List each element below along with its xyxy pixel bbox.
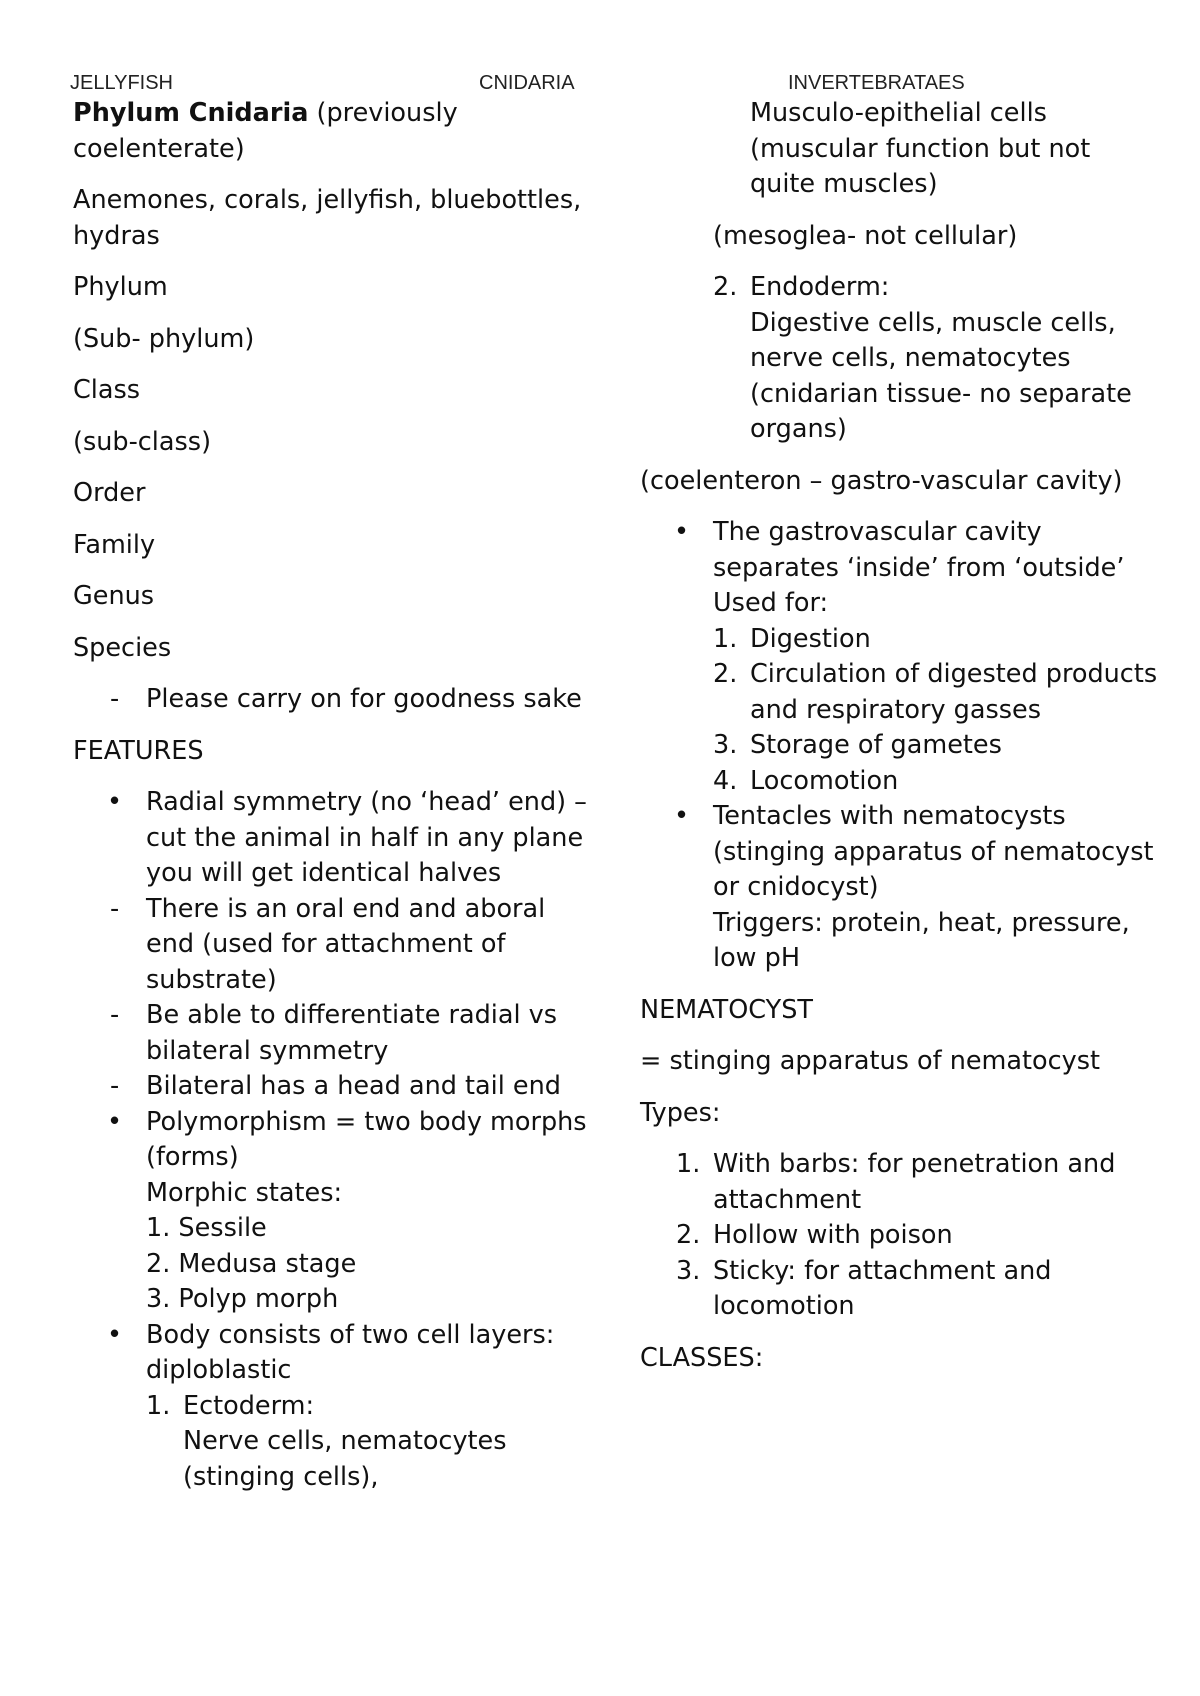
bullet-marker: •: [674, 801, 690, 831]
feature-dash-bilateral: [73, 1069, 593, 1105]
bullet-marker: •: [674, 517, 690, 547]
type-number: 1.: [676, 1149, 701, 1179]
use-text: Storage of gametes: [750, 730, 1002, 760]
header-center: CNIDARIA: [479, 72, 575, 94]
feature-dash-differentiate-text: Be able to differentiate radial vs bilateral symmetry: [146, 1000, 558, 1066]
morphic-states-label: Morphic states:: [146, 1177, 343, 1208]
feature-dash-oral-text: There is an oral end and aboral end (used for attachment of substrate): [146, 893, 546, 995]
tentacles-item: [640, 799, 1160, 977]
bullet-marker: •: [107, 787, 123, 817]
bullet-marker: •: [107, 1106, 123, 1137]
musculo-text: Musculo-epithelial cells (muscular function but not quite muscles): [750, 98, 1091, 199]
gastro-item: [640, 515, 1160, 799]
features-list: [73, 785, 593, 1495]
endoderm-item: [640, 270, 1160, 448]
endoderm-note: (cnidarian tissue- no separate organs): [750, 378, 1132, 444]
use-item: [713, 657, 1160, 728]
phylum-title-bold: Phylum Cnidaria: [73, 98, 309, 128]
feature-body: [73, 1318, 593, 1496]
dash-marker: -: [110, 1071, 120, 1101]
endoderm-text: Digestive cells, muscle cells, nerve cells, nematocytes: [750, 307, 1116, 373]
right-column: [640, 96, 1160, 1392]
feature-radial-text: Radial symmetry (no ‘head’ end) – cut the animal in half in any plane you will get identical halves: [146, 787, 587, 888]
type-number: 3.: [676, 1255, 701, 1286]
nematocyst-definition: = stinging apparatus of nematocyst: [640, 1046, 1101, 1076]
examples-text: Anemones, corals, jellyfish, bluebottles, hydras: [73, 185, 582, 251]
type-item: [640, 1254, 1160, 1325]
ectoderm-title: Ectoderm:: [183, 1390, 315, 1421]
feature-polymorphism: [73, 1105, 593, 1318]
feature-dash-oral: [73, 892, 593, 999]
type-number: 2.: [676, 1220, 701, 1250]
left-column: [73, 96, 593, 1495]
type-text: Hollow with poison: [713, 1220, 953, 1250]
taxonomy-class: Class: [73, 375, 141, 405]
note-item: [73, 682, 593, 718]
taxonomy-species: Species: [73, 632, 172, 663]
type-item: [640, 1147, 1160, 1218]
triggers-text: Triggers: protein, heat, pressure, low pH: [713, 907, 1130, 973]
use-text: Locomotion: [750, 765, 899, 796]
nematocyst-heading: NEMATOCYST: [640, 994, 813, 1025]
endoderm-title: Endoderm:: [750, 272, 890, 302]
taxonomy-phylum: Phylum: [73, 272, 168, 302]
feature-body-text: Body consists of two cell layers: diploblastic: [146, 1319, 555, 1385]
dash-marker: -: [110, 893, 120, 924]
taxonomy-genus: Genus: [73, 581, 155, 611]
dash-marker: -: [110, 684, 120, 714]
morph-medusa: 2. Medusa stage: [146, 1248, 357, 1279]
endoderm-number: 2.: [713, 272, 738, 302]
taxonomy-order: Order: [73, 478, 146, 508]
taxonomy-subphylum: (Sub- phylum): [73, 323, 255, 354]
taxonomy-family: Family: [73, 529, 156, 560]
use-number: 3.: [713, 730, 738, 760]
phylum-title: [73, 96, 593, 167]
feature-dash-bilateral-text: Bilateral has a head and tail end: [146, 1071, 561, 1101]
tentacles-text: Tentacles with nematocysts (stinging apparatus of nematocyst or cnidocyst): [713, 801, 1154, 902]
used-for-label: Used for:: [713, 588, 829, 618]
type-text: Sticky: for attachment and locomotion: [713, 1255, 1052, 1321]
use-item: [713, 764, 1160, 800]
use-text: Circulation of digested products and respiratory gasses: [750, 659, 1158, 725]
dash-marker: -: [110, 1000, 120, 1030]
coelenteron-text: (coelenteron – gastro-vascular cavity): [640, 465, 1123, 496]
phylum-title-rest: (previously coelenterate): [73, 98, 458, 164]
use-item: [713, 622, 1160, 658]
morph-polyp: 3. Polyp morph: [146, 1284, 339, 1314]
morph-sessile: 1. Sessile: [146, 1213, 267, 1243]
feature-polymorphism-text: Polymorphism = two body morphs (forms): [146, 1106, 587, 1172]
feature-dash-differentiate: [73, 998, 593, 1069]
ectoderm-text: Nerve cells, nematocytes (stinging cells),: [183, 1426, 507, 1492]
note-text: Please carry on for goodness sake: [146, 684, 582, 714]
header-right: INVERTEBRATAES: [788, 72, 965, 94]
classes-heading: CLASSES:: [640, 1342, 764, 1373]
types-list: [640, 1147, 1160, 1325]
use-text: Digestion: [750, 623, 871, 654]
header-left: JELLYFISH: [70, 72, 173, 94]
use-number: 4.: [713, 765, 738, 796]
type-item: [640, 1218, 1160, 1254]
ectoderm-number: 1.: [146, 1390, 171, 1421]
gastro-text: The gastrovascular cavity separates ‘inside’ from ‘outside’: [713, 517, 1125, 583]
feature-radial: [73, 785, 593, 892]
use-number: 1.: [713, 623, 738, 654]
type-text: With barbs: for penetration and attachment: [713, 1149, 1116, 1215]
cavity-list: [640, 515, 1160, 977]
mesoglea-text: (mesoglea- not cellular): [713, 220, 1018, 251]
types-heading: Types:: [640, 1097, 721, 1128]
use-number: 2.: [713, 659, 738, 689]
features-heading: FEATURES: [73, 735, 204, 766]
bullet-marker: •: [107, 1319, 123, 1350]
use-item: [713, 728, 1160, 764]
taxonomy-subclass: (sub-class): [73, 426, 212, 457]
ectoderm-item: [146, 1389, 593, 1496]
